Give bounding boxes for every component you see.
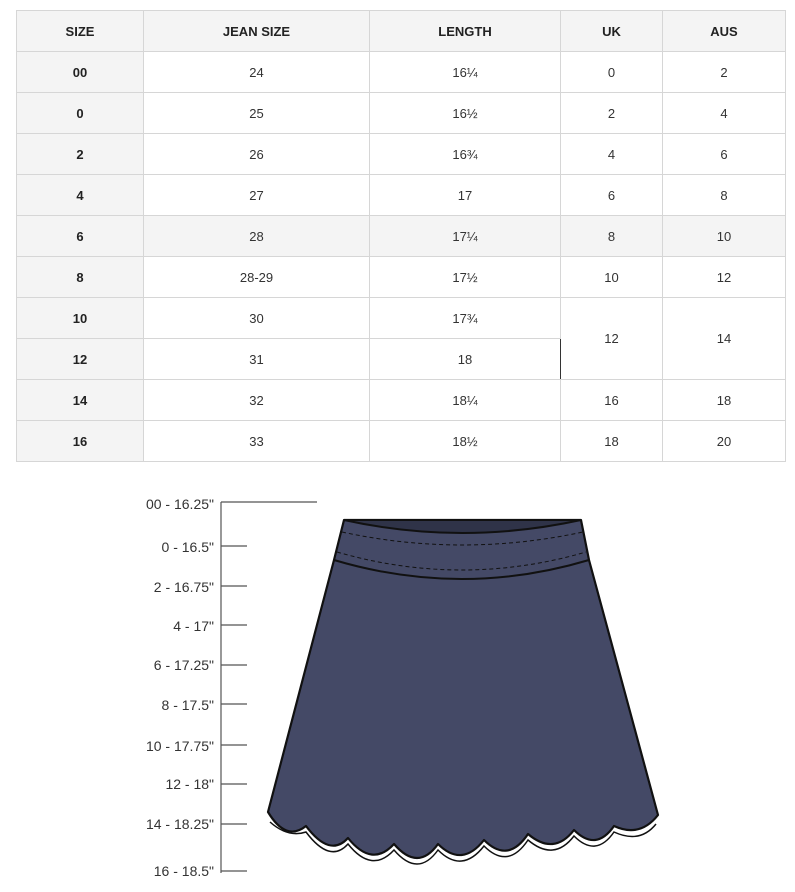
size-cell: 6 [17, 216, 144, 257]
length-cell: 17½ [370, 257, 561, 298]
size-cell: 8 [17, 257, 144, 298]
length-label: 2 - 16.75" [153, 579, 214, 595]
size-cell: 14 [17, 380, 144, 421]
jean-size-cell: 28-29 [144, 257, 370, 298]
size-cell: 16 [17, 421, 144, 462]
jean-size-cell: 25 [144, 93, 370, 134]
aus-cell: 20 [663, 421, 786, 462]
length-label: 4 - 17" [173, 618, 214, 634]
skirt-length-diagram [0, 480, 795, 892]
length-label: 10 - 17.75" [145, 738, 214, 754]
skirt-shape [268, 520, 658, 864]
header-size: SIZE [17, 11, 144, 52]
length-label: 8 - 17.5" [161, 697, 214, 713]
uk-cell: 8 [561, 216, 663, 257]
table-header-row [17, 11, 786, 52]
length-cell: 18½ [370, 421, 561, 462]
header-jean-size: JEAN SIZE [144, 11, 370, 52]
jean-size-cell: 24 [144, 52, 370, 93]
header-length: LENGTH [370, 11, 561, 52]
aus-merged-cell: 14 [663, 298, 786, 380]
table-row [17, 52, 786, 93]
aus-cell: 4 [663, 93, 786, 134]
aus-cell: 2 [663, 52, 786, 93]
aus-cell: 10 [663, 216, 786, 257]
uk-cell: 16 [561, 380, 663, 421]
jean-size-cell: 26 [144, 134, 370, 175]
length-label: 14 - 18.25" [145, 816, 214, 832]
uk-cell: 2 [561, 93, 663, 134]
jean-size-cell: 30 [144, 298, 370, 339]
table-row [17, 93, 786, 134]
table-row [17, 380, 786, 421]
jean-size-cell: 27 [144, 175, 370, 216]
length-cell: 17¼ [370, 216, 561, 257]
size-cell: 4 [17, 175, 144, 216]
table-row [17, 175, 786, 216]
aus-cell: 6 [663, 134, 786, 175]
length-cell: 17 [370, 175, 561, 216]
table-row [17, 257, 786, 298]
aus-cell: 18 [663, 380, 786, 421]
aus-cell: 8 [663, 175, 786, 216]
aus-cell: 12 [663, 257, 786, 298]
uk-cell: 18 [561, 421, 663, 462]
jean-size-cell: 28 [144, 216, 370, 257]
length-cell: 16¼ [370, 52, 561, 93]
size-chart-table [16, 10, 786, 462]
length-cell: 16½ [370, 93, 561, 134]
size-cell: 12 [17, 339, 144, 380]
table-row [17, 216, 786, 257]
length-label: 12 - 18" [165, 776, 214, 792]
uk-cell: 4 [561, 134, 663, 175]
size-cell: 10 [17, 298, 144, 339]
uk-cell: 6 [561, 175, 663, 216]
length-label: 0 - 16.5" [161, 539, 214, 555]
header-uk: UK [561, 11, 663, 52]
size-cell: 00 [17, 52, 144, 93]
jean-size-cell: 32 [144, 380, 370, 421]
header-aus: AUS [663, 11, 786, 52]
table-row [17, 134, 786, 175]
length-label: 16 - 18.5" [153, 863, 214, 879]
length-cell: 17¾ [370, 298, 561, 339]
uk-cell: 10 [561, 257, 663, 298]
skirt-illustration [0, 480, 795, 892]
table-row [17, 421, 786, 462]
uk-cell: 0 [561, 52, 663, 93]
length-label: 00 - 16.25" [145, 496, 214, 512]
jean-size-cell: 31 [144, 339, 370, 380]
jean-size-cell: 33 [144, 421, 370, 462]
length-cell: 18¼ [370, 380, 561, 421]
length-cell: 18 [370, 339, 561, 380]
length-cell: 16¾ [370, 134, 561, 175]
table-row [17, 298, 786, 339]
length-label: 6 - 17.25" [153, 657, 214, 673]
size-cell: 0 [17, 93, 144, 134]
uk-merged-cell: 12 [561, 298, 663, 380]
size-cell: 2 [17, 134, 144, 175]
